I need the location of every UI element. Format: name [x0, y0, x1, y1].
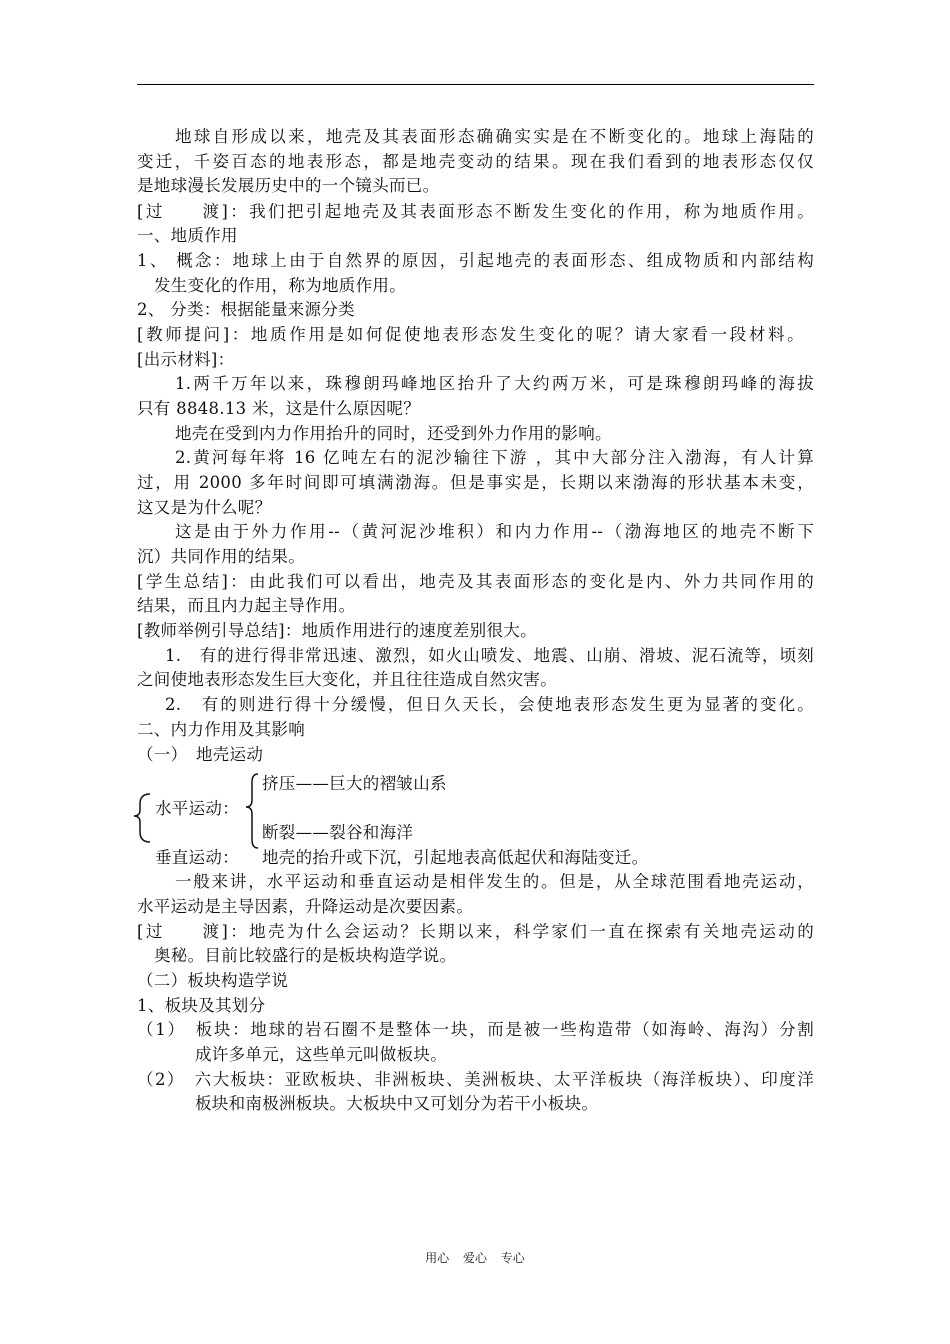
text-line: 2. 有的则进行得十分缓慢，但日久天长，会使地表形态发生更为显著的变化。 [165, 695, 814, 714]
text-line: 沉）共同作用的结果。 [137, 547, 305, 566]
text-line: 1、板块及其划分 [137, 996, 266, 1015]
text-line: （1） 板块：地球的岩石圈不是整体一块，而是被一些构造带（如海岭、海沟）分割 [137, 1020, 814, 1039]
text-line: 2.黄河每年将 16 亿吨左右的泥沙输往下游 ，其中大部分注入渤海，有人计算 [175, 448, 814, 467]
brace-label: 垂直运动： [155, 848, 239, 867]
text-line: 地壳在受到内力作用抬升的同时，还受到外力作用的影响。 [175, 424, 612, 443]
text-line: 2、 分类：根据能量来源分类 [137, 300, 355, 319]
text-line: [学生总结]：由此我们可以看出，地壳及其表面形态的变化是内、外力共同作用的 [137, 572, 814, 591]
subsection-heading: （二）板块构造学说 [137, 971, 289, 990]
brace-item: 断裂——裂谷和海洋 [262, 823, 414, 842]
text-line: 这是由于外力作用--（黄河泥沙堆积）和内力作用--（渤海地区的地壳不断下 [175, 522, 814, 541]
header-rule [137, 84, 814, 85]
text-line: [出示材料]： [137, 350, 235, 369]
text-line: 1. 有的进行得非常迅速、激烈，如火山喷发、地震、山崩、滑坡、泥石流等，顷刻 [165, 646, 814, 665]
text-line: 成许多单元，这些单元叫做板块。 [195, 1045, 447, 1064]
text-line: 过，用 2000 多年时间即可填满渤海。但是事实是，长期以来渤海的形状基本未变， [137, 473, 814, 492]
text-line: [过 渡]：我们把引起地壳及其表面形态不断发生变化的作用，称为地质作用。 [137, 202, 814, 221]
text-line: 变迁，千姿百态的地表形态，都是地壳变动的结果。现在我们看到的地表形态仅仅 [137, 152, 814, 171]
text-line: [过 渡]：地壳为什么会运动？长期以来，科学家们一直在探索有关地壳运动的 [137, 922, 814, 941]
text-line: 是地球漫长发展历史中的一个镜头而已。 [137, 176, 440, 195]
text-line: [教师提问]：地质作用是如何促使地表形态发生变化的呢？请大家看一段材料。 [137, 325, 804, 344]
text-line: 地球自形成以来，地壳及其表面形态确确实实是在不断变化的。地球上海陆的 [175, 127, 814, 146]
subsection-heading: （一） 地壳运动 [137, 745, 264, 764]
page-footer: 用心 爱心 专心 [425, 1251, 525, 1265]
text-line: 奥秘。目前比较盛行的是板块构造学说。 [154, 946, 457, 965]
text-line: 结果，而且内力起主导作用。 [137, 596, 356, 615]
brace-item: 挤压——巨大的褶皱山系 [262, 774, 447, 793]
section-heading: 二、内力作用及其影响 [137, 720, 305, 739]
text-line: 只有 8848.13 米，这是什么原因呢？ [137, 399, 421, 418]
text-line: 1.两千万年以来，珠穆朗玛峰地区抬升了大约两万米，可是珠穆朗玛峰的海拔 [175, 374, 814, 393]
text-line: 1、 概念：地球上由于自然界的原因，引起地壳的表面形态、组成物质和内部结构 [137, 251, 814, 270]
text-line: 之间使地表形态发生巨大变化，并且往往造成自然灾害。 [137, 670, 557, 689]
brace-label: 水平运动： [155, 799, 239, 818]
text-line: 板块和南极洲板块。大板块中又可划分为若干小板块。 [195, 1094, 599, 1113]
text-line: （2） 六大板块：亚欧板块、非洲板块、美洲板块、太平洋板块（海洋板块）、印度洋 [137, 1070, 814, 1089]
inner-brace [246, 774, 258, 848]
text-line: 水平运动是主导因素，升降运动是次要因素。 [137, 897, 473, 916]
text-line: 这又是为什么呢？ [137, 498, 272, 517]
text-line: 一般来讲，水平运动和垂直运动是相伴发生的。但是，从全球范围看地壳运动， [175, 872, 814, 891]
text-line: 地壳的抬升或下沉，引起地表高低起伏和海陆变迁。 [262, 848, 649, 867]
text-line: 发生变化的作用，称为地质作用。 [154, 276, 406, 295]
outer-brace [134, 794, 150, 842]
section-heading: 一、地质作用 [137, 226, 238, 245]
text-line: [教师举例引导总结]：地质作用进行的速度差别很大。 [137, 621, 537, 640]
